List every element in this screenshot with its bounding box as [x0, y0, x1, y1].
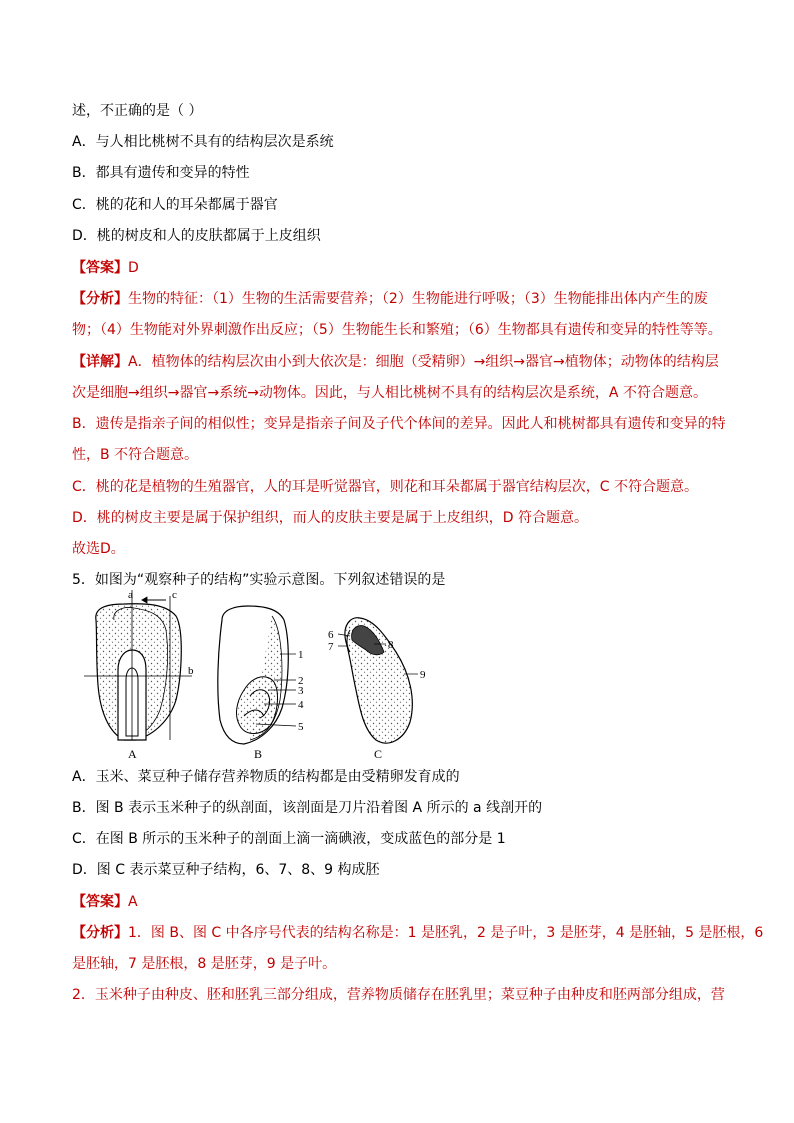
q4-detail-line-4: 性，B 不符合题意。: [72, 447, 199, 463]
part-label-1: 1: [298, 649, 304, 661]
caption-b: B: [254, 747, 263, 761]
figure-b-corn-section: [218, 606, 304, 761]
caption-a: A: [128, 747, 137, 761]
q4-answer-value: D: [128, 260, 139, 276]
q4-detail-text-1: A．植物体的结构层次由小到大依次是：细胞（受精卵）→组织→器官→植物体；动物体的结构层: [128, 354, 719, 370]
q4-option-b: B．都具有遗传和变异的特性: [72, 165, 250, 181]
line-label-a: a: [128, 590, 133, 601]
q4-stem-tail: 述，不正确的是（ ）: [72, 103, 203, 119]
caption-c: C: [374, 747, 383, 761]
q5-option-a: A．玉米、菜豆种子储存营养物质的结构都是由受精卵发育成的: [72, 769, 460, 785]
line-label-c: c: [172, 590, 177, 601]
q4-answer: [72, 258, 732, 278]
q5-answer-tag: 【答案】: [72, 894, 128, 910]
q4-detail-line-6: D．桃的树皮主要是属于保护组织，而人的皮肤主要是属于上皮组织，D 符合题意。: [72, 510, 589, 526]
part-label-4: 4: [298, 699, 304, 711]
q5-analysis-text-1: 1．图 B、图 C 中各序号代表的结构名称是：1 是胚乳，2 是子叶，3 是胚芽，4 是胚轴，5 是胚根，6: [128, 925, 764, 941]
part-label-3: 3: [298, 685, 304, 697]
q4-option-c: C．桃的花和人的耳朵都属于器官: [72, 197, 278, 213]
q4-detail-tag: 【详解】: [72, 354, 128, 370]
line-label-b: b: [188, 665, 194, 677]
q5-analysis-line-3: 2．玉米种子由种皮、胚和胚乳三部分组成，营养物质储存在胚乳里；菜豆种子由种皮和胚两部分组成，营: [72, 987, 725, 1003]
q5-analysis-line-1: [72, 923, 764, 943]
q4-answer-tag: 【答案】: [72, 260, 128, 276]
q4-analysis-line-1: [72, 289, 732, 309]
q5-option-c: C．在图 B 所示的玉米种子的剖面上滴一滴碘液，变成蓝色的部分是 1: [72, 831, 506, 847]
part-label-8: 8: [388, 639, 394, 651]
q5-analysis-tag: 【分析】: [72, 925, 128, 941]
q5-option-b: B．图 B 表示玉米种子的纵剖面，该剖面是刀片沿着图 A 所示的 a 线剖开的: [72, 800, 543, 816]
q4-detail-line-5: C．桃的花是植物的生殖器官，人的耳是听觉器官，则花和耳朵都属于器官结构层次，C 不符合题意。: [72, 479, 698, 495]
q4-detail-line-3: B．遗传是指亲子间的相似性；变异是指亲子间及子代个体间的差异。因此人和桃树都具有遗传和变异的特: [72, 416, 726, 432]
q5-answer: [72, 892, 732, 912]
part-label-2: 2: [298, 675, 304, 687]
part-label-7: 7: [328, 641, 334, 653]
q4-option-a: A．与人相比桃树不具有的结构层次是系统: [72, 134, 334, 150]
q4-detail-line-1: [72, 352, 732, 372]
q5-option-d: D．图 C 表示菜豆种子结构，6、7、8、9 构成胚: [72, 862, 380, 878]
part-label-9: 9: [420, 669, 426, 681]
part-label-5: 5: [298, 721, 304, 733]
seed-diagram: [84, 590, 444, 765]
figure-c-bean-section: [328, 618, 426, 761]
part-label-6: 6: [328, 629, 334, 641]
seed-structure-figure: [84, 590, 444, 765]
figure-a-corn-seed: [84, 590, 194, 761]
q4-analysis-tag: 【分析】: [72, 291, 128, 307]
q4-option-d: D．桃的树皮和人的皮肤都属于上皮组织: [72, 228, 321, 244]
q5-analysis-line-2: 是胚轴，7 是胚根，8 是胚芽，9 是子叶。: [72, 956, 337, 972]
q5-stem: 5．如图为“观察种子的结构”实验示意图。下列叙述错误的是: [72, 572, 446, 588]
q4-analysis-line-2: 物；（4）生物能对外界刺激作出反应；（5）生物能生长和繁殖；（6）生物都具有遗传和变异的特性等等。: [72, 322, 722, 338]
q5-answer-value: A: [128, 894, 138, 910]
q4-analysis-text-1: 生物的特征：（1）生物的生活需要营养；（2）生物能进行呼吸；（3）生物能排出体内产生的废: [128, 291, 708, 307]
q4-conclusion: 故选D。: [72, 541, 125, 557]
q4-detail-line-2: 次是细胞→组织→器官→系统→动物体。因此，与人相比桃树不具有的结构层次是系统，A 不符合题意。: [72, 385, 707, 401]
